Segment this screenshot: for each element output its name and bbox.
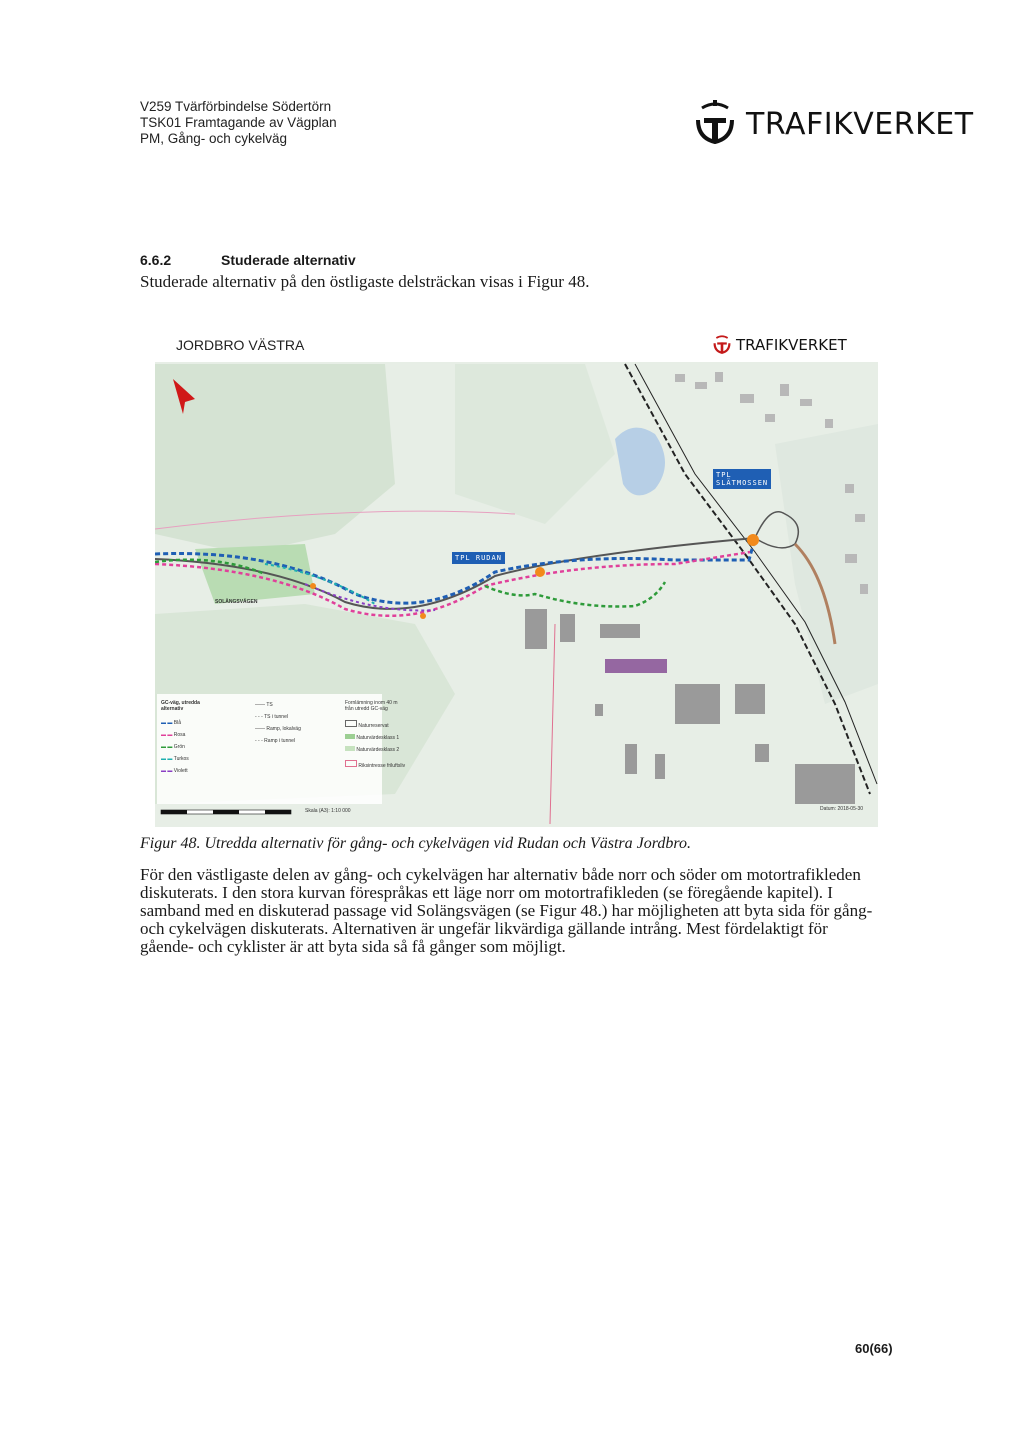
doc-project-line: V259 Tvärförbindelse Södertörn [140, 99, 332, 114]
legend-alt-green-label: Grön [173, 744, 185, 750]
legend-road-ramp-tunnel: - - - Ramp i tunnel [255, 738, 296, 744]
map-date: Datum: 2018-05-30 [820, 806, 864, 812]
map-label-solangsvagen: SOLÄNGSVÄGEN [215, 599, 258, 605]
section-intro: Studerade alternativ på den östligaste delsträckan visas i Figur 48. [140, 272, 590, 291]
legend-recreation-label: Riksintresse friluftsliv [358, 763, 406, 769]
brand-name: TRAFIKVERKET [746, 106, 974, 142]
map-figure [155, 324, 878, 827]
map-brand-name: TRAFIKVERKET [736, 336, 847, 354]
legend-road-ramp-tunnel-label: Ramp i tunnel [264, 738, 296, 744]
page-number: 60(66) [855, 1341, 893, 1356]
legend-relic-label: Fornlämning inom 40 m från utredd GC-väg [345, 700, 398, 712]
trafikverket-logo [692, 98, 974, 150]
legend-relic [345, 700, 405, 712]
legend-alt-blue-label: Blå [173, 720, 182, 726]
legend-heading-2: alternativ [161, 706, 184, 712]
body-paragraph: För den västligaste delen av gång- och cykelvägen har alternativ både norr och söder om motortrafikleden diskuterats. I den stora kurvan förespråkas ett läge norr om motortrafikleden (se föregående kapitel). I samband med en diskuterad passage vid Solängsvägen (se Figur 48.) har möjligheten att byta sida för gång- och cykelvägen diskuterats. Alternativen är ungefär likvärdiga gällande intrång. Mest fördelaktigt för gående- och cyklister är att byta sida så få gånger som möjligt. [140, 865, 873, 956]
map-label-slatmossen: SLÄTMOSSEN [716, 479, 769, 487]
legend-road-ts-tunnel: - - - TS i tunnel [255, 714, 288, 720]
legend-nature-2 [345, 746, 399, 753]
legend-road-ts-tunnel-label: TS i tunnel [264, 714, 288, 720]
legend-alt-pink: ▬ ▬ Rosa [161, 732, 186, 738]
crown-logo-icon [692, 98, 738, 150]
legend-road-ts: —— TS [255, 702, 273, 708]
legend-nature-1 [345, 734, 399, 741]
legend-road-ramp: —— Ramp, lokalväg [255, 726, 301, 732]
map-scale: Skala (A3): 1:10 000 [305, 808, 351, 814]
legend-road-ramp-label: Ramp, lokalväg [266, 726, 301, 732]
map-drawing [155, 324, 878, 827]
legend-road-ts-label: TS [266, 702, 273, 708]
figure-caption: Figur 48. Utredda alternativ för gång- och cykelvägen vid Rudan och Västra Jordbro. [140, 835, 692, 852]
legend-nature-2-label: Naturvärdesklass 2 [356, 747, 400, 753]
map-title: JORDBRO VÄSTRA [176, 337, 305, 353]
legend-alt-green: ▬ ▬ Grön [161, 744, 185, 750]
doc-type-line: PM, Gång- och cykelväg [140, 131, 288, 146]
doc-package-line: TSK01 Framtagande av Vägplan [140, 115, 337, 130]
section-number: 6.6.2 [140, 252, 172, 268]
legend-reserve-label: Naturreservat [358, 723, 389, 729]
legend-reserve [345, 720, 389, 729]
legend-nature-1-label: Naturvärdesklass 1 [356, 735, 400, 741]
legend-recreation [345, 760, 405, 769]
legend-heading-1: GC-väg, utredda [161, 700, 200, 706]
legend-alt-pink-label: Rosa [173, 732, 186, 738]
legend-alt-blue: ▬ ▬ Blå [161, 720, 182, 726]
map-label-tpl: TPL [716, 471, 732, 479]
legend-alt-turquoise: ▬ ▬ Turkos [161, 756, 189, 762]
map-trafikverket-logo [712, 333, 847, 357]
map-crown-logo-icon [712, 333, 732, 357]
map-label-tpl-slatmossen [713, 469, 771, 489]
map-label-tpl-rudan: TPL RUDAN [452, 552, 505, 564]
legend-alt-violet: ▬ ▬ Violett [161, 768, 188, 774]
section-title: Studerade alternativ [221, 252, 356, 268]
legend-alt-violet-label: Violett [173, 768, 188, 774]
legend-alt-turquoise-label: Turkos [173, 756, 189, 762]
